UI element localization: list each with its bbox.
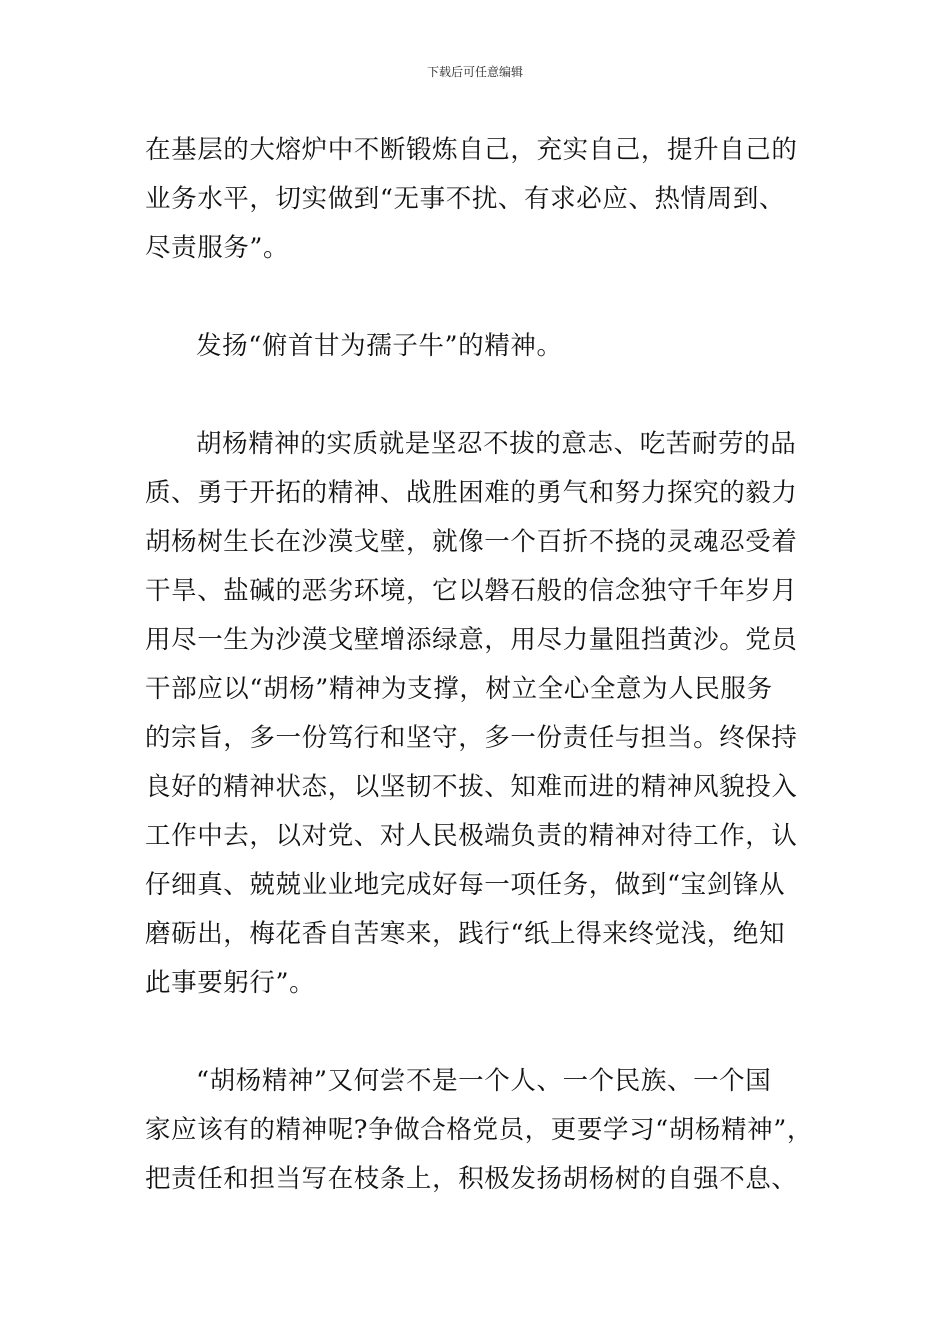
text-line: 仔细真、兢兢业业地完成好每一项任务，做到“宝剑锋从 bbox=[145, 870, 786, 900]
text-line: 在基层的大熔炉中不断锻炼自己，充实自己，提升自己的 bbox=[145, 135, 798, 165]
text-line: 良好的精神状态，以坚韧不拔、知难而进的精神风貌投入 bbox=[145, 772, 798, 802]
text-line: “胡杨精神”又何尝不是一个人、一个民族、一个国 bbox=[196, 1066, 772, 1096]
page-header: 下载后可任意编辑 bbox=[426, 65, 523, 79]
text-line: 胡杨精神的实质就是坚忍不拔的意志、吃苦耐劳的品 bbox=[196, 429, 797, 459]
paragraph-spacer bbox=[145, 1008, 810, 1057]
paragraph-spacer bbox=[145, 371, 810, 420]
paragraph-heading bbox=[145, 322, 810, 371]
paragraph-spacer bbox=[145, 273, 810, 322]
text-line: 胡杨树生长在沙漠戈壁，就像一个百折不挠的灵魂忍受着 bbox=[145, 527, 798, 557]
paragraph-4 bbox=[145, 1057, 813, 1204]
text-line: 用尽一生为沙漠戈壁增添绿意，用尽力量阻挡黄沙。党员 bbox=[145, 625, 798, 655]
text-line: 质、勇于开拓的精神、战胜困难的勇气和努力探究的毅力 bbox=[145, 478, 798, 508]
text-line: 磨砺出，梅花香自苦寒来，践行“纸上得来终觉浅，绝知 bbox=[145, 919, 786, 949]
text-line: 家应该有的精神呢?争做合格党员，更要学习“胡杨精神”， bbox=[145, 1115, 813, 1145]
document-body bbox=[145, 126, 813, 1204]
text-line: 尽责服务”。 bbox=[145, 233, 290, 263]
text-line: 此事要躬行”。 bbox=[145, 968, 316, 998]
text-line: 工作中去，以对党、对人民极端负责的精神对待工作，认 bbox=[145, 821, 798, 851]
text-line: 干部应以“胡杨”精神为支撑，树立全心全意为人民服务 bbox=[145, 674, 773, 704]
text-line: 业务水平，切实做到“无事不扰、有求必应、热情周到、 bbox=[145, 184, 786, 214]
text-line: 把责任和担当写在枝条上，积极发扬胡杨树的自强不息、 bbox=[145, 1164, 798, 1194]
text-line: 的宗旨，多一份笃行和坚守，多一份责任与担当。终保持 bbox=[145, 723, 798, 753]
text-line: 干旱、盐碱的恶劣环境，它以磐石般的信念独守千年岁月 bbox=[145, 576, 798, 606]
text-line: 发扬“俯首甘为孺子牛”的精神。 bbox=[196, 331, 563, 361]
paragraph-3 bbox=[145, 420, 810, 1008]
paragraph-1 bbox=[145, 126, 810, 273]
